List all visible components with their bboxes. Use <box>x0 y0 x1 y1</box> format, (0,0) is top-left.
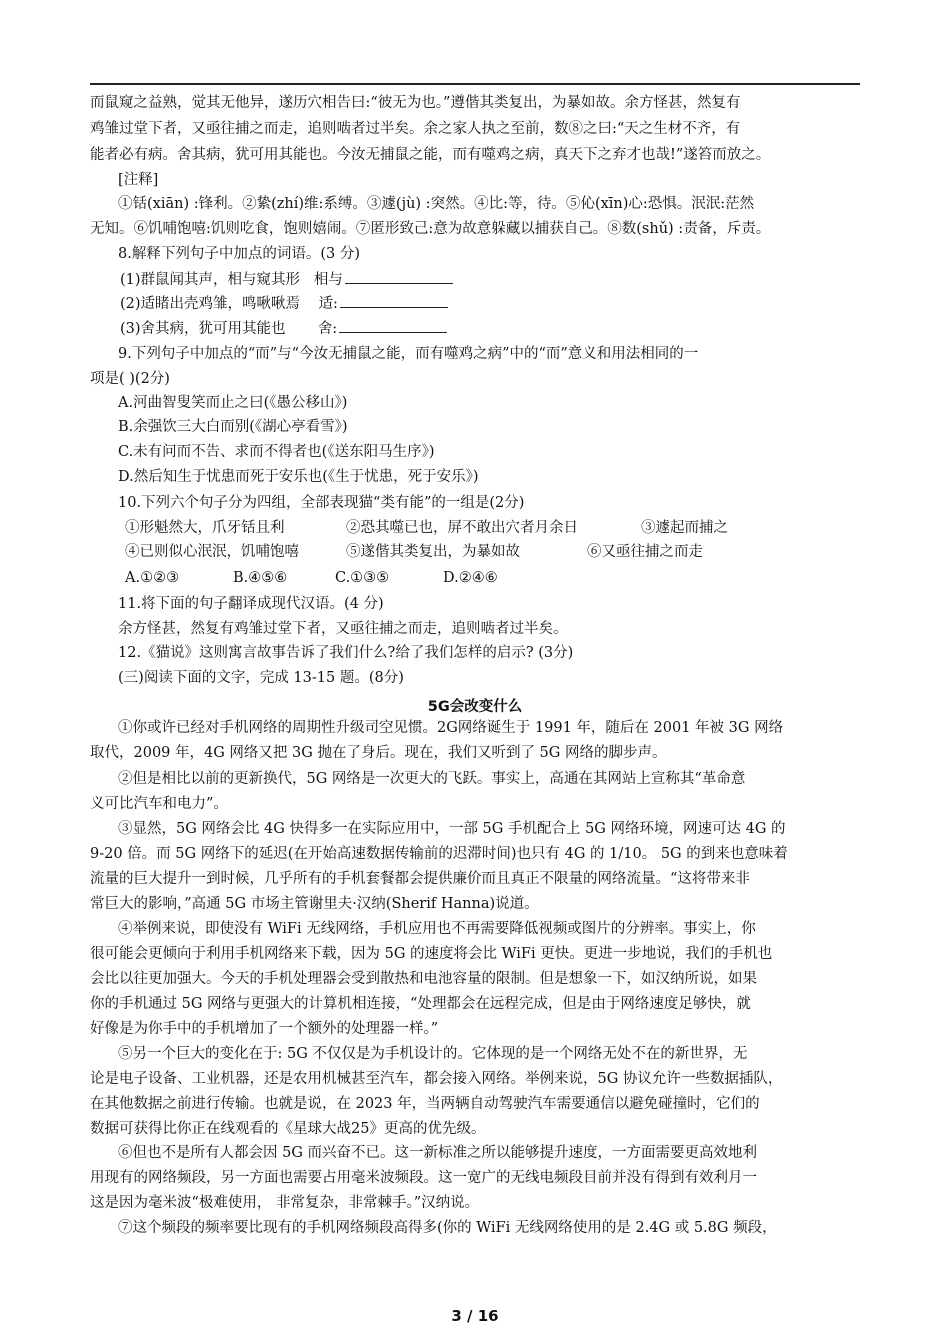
article-line-11: 会比以往更加强大。今天的手机处理器会受到散热和电池容量的限制。但是想象一下，如汉纳所说，如果 <box>90 971 757 987</box>
article-line-1: ①你或许已经对手机网络的周期性升级司空见惯。2G网络诞生于 1991 年，随后在 2001 年被 3G 网络 <box>118 720 784 736</box>
article-line-14: ⑤另一个巨大的变化在于: 5G 不仅仅是为手机设计的。它体现的是一个网络无处不在的新世界，无 <box>118 1046 748 1062</box>
article-line-10: 很可能会更倾向于利用手机网络来下载，因为 5G 的速度将会比 WiFi 更快。更进一步地说，我们的手机也 <box>90 946 773 962</box>
article-line-13: 好像是为你手中的手机增加了一个额外的处理器一样。” <box>90 1021 439 1037</box>
page-number: 3 / 16 <box>451 1307 499 1325</box>
article-title: 5G会改变什么 <box>427 699 523 715</box>
q9-option-a: A.河曲智叟笑而止之曰(《愚公移山》) <box>118 395 348 411</box>
q10-sentence-3: ③遽起而捕之 <box>641 520 728 536</box>
article-line-18: ⑥但也不是所有人都会因 5G 而兴奋不已。这一新标准之所以能够提升速度，一方面需要更高效地利 <box>118 1145 758 1161</box>
q10-sentence-2: ②恐其噬已也，屏不敢出穴者月余日 <box>346 520 578 536</box>
article-line-2: 取代，2009 年，4G 网络又把 3G 抛在了身后。现在，我们又听到了 5G 网络的脚步声。 <box>90 745 667 761</box>
q8-answer-blank-1[interactable] <box>345 271 453 284</box>
q10-choice-c: C.①③⑤ <box>335 570 390 586</box>
q9-option-c: C.未有问而不告、求而不得者也(《送东阳马生序》) <box>118 444 435 460</box>
q8-stem: 8.解释下列句子中加点的词语。(3 分) <box>118 246 360 262</box>
article-line-8: 常巨大的影响，”高通 5G 市场主管谢里夫·汉纳(Sherif Hanna)说道。 <box>90 896 539 912</box>
article-line-17: 数据可获得比你正在线观看的《星球大战25》更高的优先级。 <box>90 1121 486 1137</box>
q8-item-1 <box>120 271 900 288</box>
article-line-16: 在其他数据之前进行传输。也就是说，在 2023 年，当两辆自动驾驶汽车需要通信以避免碰撞时，它们的 <box>90 1096 760 1112</box>
article-line-3: ②但是相比以前的更新换代，5G 网络是一次更大的飞跃。事实上，高通在其网站上宣称其“革命意 <box>118 771 746 787</box>
q8-item-2 <box>120 295 900 312</box>
header-rule <box>90 83 860 85</box>
q8-answer-blank-2[interactable] <box>340 295 448 308</box>
q9-option-b: B.余强饮三大白而别(《湖心亭看雪》) <box>118 419 348 435</box>
notes-line-1: ①铦(xiān) :锋利。②絷(zhí)维:系缚。③遽(jù) :突然。④比:等，待。⑤伈(xīn)心:恐惧。泯泯:茫然 <box>118 196 755 212</box>
q8-answer-blank-3[interactable] <box>339 320 447 333</box>
passage-line-3: 能者必有病。舍其病，犹可用其能也。今汝无捕鼠之能，而有噬鸡之病，真天下之弃才也哉!”遂笞而放之。 <box>90 147 771 163</box>
article-line-6: 9-20 倍。而 5G 网络下的延迟(在开始高速数据传输前的迟滞时间)也只有 4G 的 1/10。 5G 的到来也意味着 <box>90 846 788 862</box>
article-line-5: ③显然，5G 网络会比 4G 快得多一在实际应用中，一部 5G 手机配合上 5G 网络环境，网速可达 4G 的 <box>118 821 786 837</box>
q11-sentence: 余方怪甚，然复有鸡雏过堂下者，又亟往捕之而走，追则啮者过半矣。 <box>118 621 568 637</box>
article-line-9: ④举例来说，即使没有 WiFi 无线网络，手机应用也不再需要降低视频或图片的分辨率。事实上，你 <box>118 921 756 937</box>
q9-stem-line-2: 项是( )(2分) <box>90 371 170 387</box>
q11-stem: 11.将下面的句子翻译成现代汉语。(4 分) <box>118 596 384 612</box>
article-line-15: 论是电子设备、工业机器，还是农用机械甚至汽车，都会接入网络。举例来说，5G 协议允许一些数据插队， <box>90 1071 783 1087</box>
article-line-20: 这是因为毫米波“极难使用， 非常复杂，非常棘手。”汉纳说。 <box>90 1195 480 1211</box>
q8-item-2-text: (2)适睹出壳鸡雏，鸣啾啾焉 <box>120 296 301 312</box>
q10-choice-b: B.④⑤⑥ <box>233 570 288 586</box>
q10-sentence-5: ⑤遂偕其类复出，为暴如故 <box>346 544 520 560</box>
q12-stem: 12.《猫说》这则寓言故事告诉了我们什么?给了我们怎样的启示? (3分) <box>118 645 574 661</box>
q8-item-3 <box>120 320 900 337</box>
article-line-7: 流量的巨大提升一到时候，几乎所有的手机套餐都会提供廉价而且真正不限量的网络流量。“这将带来非 <box>90 871 750 887</box>
section3-stem: (三)阅读下面的文字，完成 13-15 题。(8分) <box>118 670 404 686</box>
q9-option-d: D.然后知生于忧患而死于安乐也(《生于忧患，死于安乐》) <box>118 469 479 485</box>
q10-choice-d: D.②④⑥ <box>443 570 498 586</box>
q8-item-1-word: 相与 <box>313 272 343 288</box>
q8-item-1-text: (1)群鼠闻其声，相与窥其形 <box>120 272 301 288</box>
q8-item-3-word: 舍: <box>317 321 338 337</box>
passage-line-1: 而鼠窥之益熟，觉其无他异，遂历穴相告曰:“彼无为也。”遵偕其类复出，为暴如故。余方怪甚，然复有 <box>90 95 741 111</box>
article-line-12: 你的手机通过 5G 网络与更强大的计算机相连接，“处理都会在远程完成，但是由于网络速度足够快，就 <box>90 996 751 1012</box>
q10-sentence-6: ⑥又亟往捕之而走 <box>587 544 703 560</box>
notes-line-2: 无知。⑥饥哺饱嘻:饥则吃食，饱则嬉闹。⑦匿形致己:意为故意躲藏以捕获自己。⑧数(shǔ) :责备，斥责。 <box>90 221 771 237</box>
q8-item-2-word: 适: <box>318 296 338 312</box>
q8-item-3-text: (3)舍其病，犹可用其能也 <box>120 321 286 337</box>
q10-choice-a: A.①②③ <box>125 570 180 586</box>
q10-sentence-4: ④已则似心泯泯，饥哺饱嘻 <box>125 544 299 560</box>
passage-line-2: 鸡雏过堂下者，又亟往捕之而走，追则啮者过半矣。余之家人执之至前，数⑧之曰:“天之生材不齐，有 <box>90 121 741 137</box>
q10-stem: 10.下列六个句子分为四组，全部表现猫“类有能”的一组是(2分) <box>118 495 525 511</box>
article-line-4: 义可比汽车和电力”。 <box>90 796 228 812</box>
q10-sentence-1: ①形魁然大，爪牙铦且利 <box>125 520 285 536</box>
q9-stem-line-1: 9.下列句子中加点的“而”与“今汝无捕鼠之能，而有噬鸡之病”中的“而”意义和用法相同的一 <box>118 346 699 362</box>
notes-label: [注释] <box>118 172 159 188</box>
article-line-21: ⑦这个频段的频率要比现有的手机网络频段高得多(你的 WiFi 无线网络使用的是 2.4G 或 5.8G 频段， <box>118 1220 777 1236</box>
article-line-19: 用现有的网络频段，另一方面也需要占用毫米波频段。这一宽广的无线电频段目前并没有得到有效利月一 <box>90 1170 757 1186</box>
